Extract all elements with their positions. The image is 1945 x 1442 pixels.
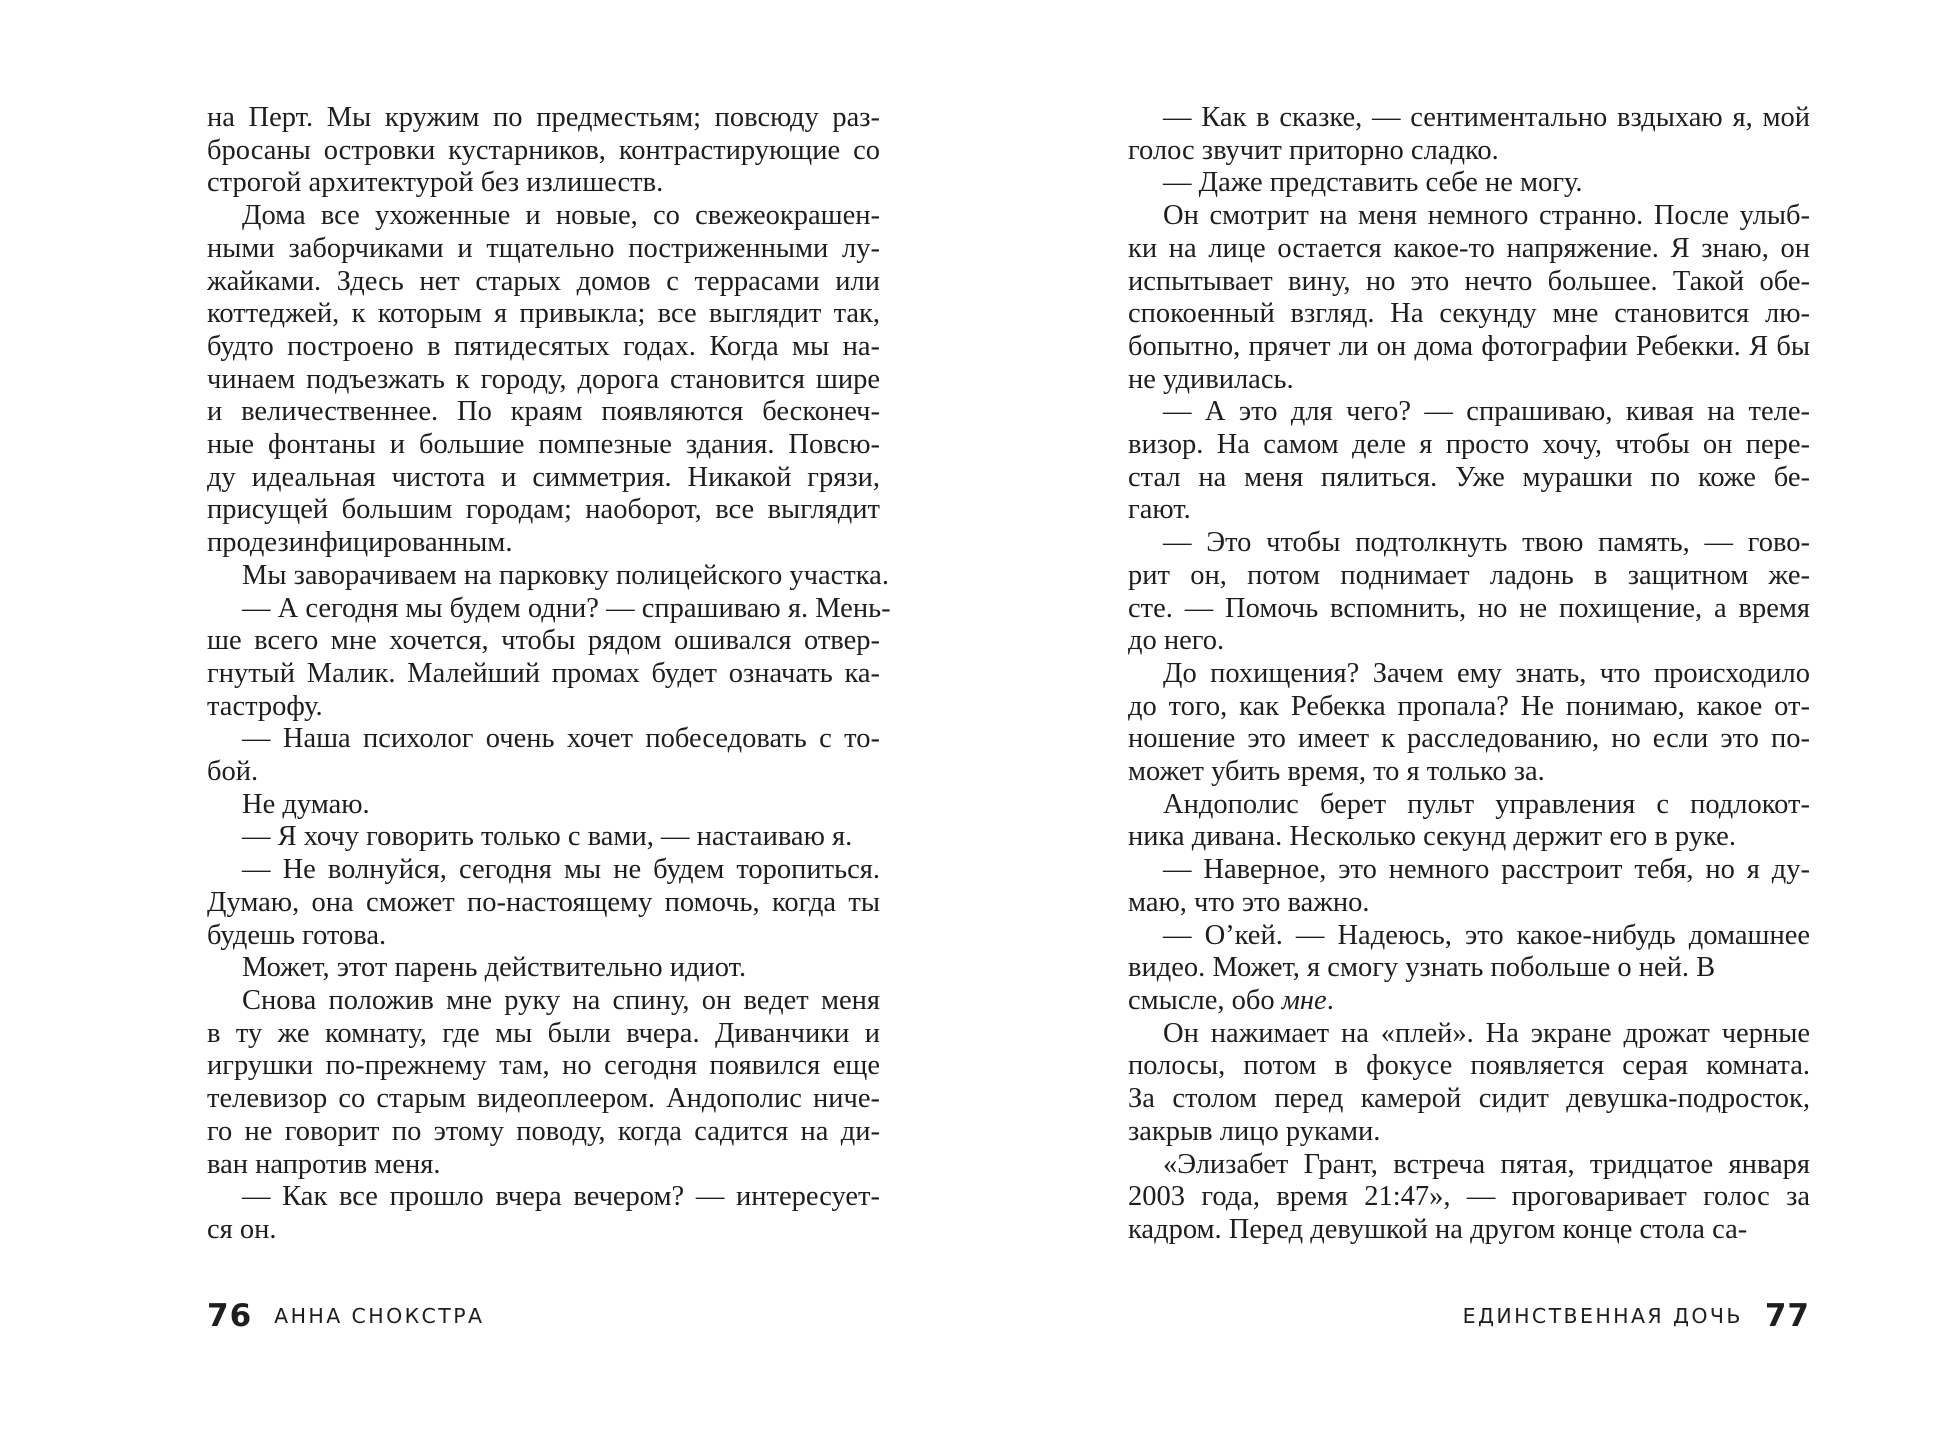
text-line: коттеджей, к которым я привыкла; все выглядит так, [207,298,880,330]
text-line: — Наверное, это немного расстроит тебя, но я ду- [1163,854,1810,886]
text-line: гнутый Малик. Малейший промах будет означать ка- [207,657,880,689]
text-line: бросаны островки кустарников, контрастирующие со [207,134,880,166]
page-number: 77 [1764,1298,1810,1334]
text-line: — Как в сказке, — сентиментально вздыхаю я, мой [1163,102,1810,133]
text-line: стал на меня пялиться. Уже мурашки по коже бе- [1128,461,1810,493]
paragraph [207,854,880,952]
paragraph [1128,789,1810,854]
text-line: — Как все прошло вчера вечером? — интересует- [242,1181,880,1213]
right-page [972,0,1945,1442]
text-line: — А сегодня мы будем одни? — спрашиваю я. Мень- [242,592,891,624]
text-line: телевизор со старым видеоплеером. Андополис ниче- [207,1083,880,1115]
text-line: — Это чтобы подтолкнуть твою память, — гово- [1163,527,1810,559]
text-line: голос звучит приторно сладко. [1128,134,1499,166]
left-page-footer [207,1298,484,1334]
text-line: ду идеальная чистота и симметрия. Никакой грязи, [207,461,880,493]
paragraph [207,102,880,200]
paragraph [1128,854,1810,919]
text-line: Может, этот парень действительно идиот. [242,952,747,984]
text-line: Снова положив мне руку на спину, он ведет меня [242,984,880,1016]
running-head-author: АННА СНОКСТРА [274,1304,485,1328]
text-line: полосы, потом в фокусе появляется серая комната. [1128,1050,1810,1082]
paragraph [1128,920,1810,985]
text-line: — О’кей. — Надеюсь, это какое-нибудь домашнее [1163,919,1810,951]
emphasized-word: мне [1281,984,1327,1016]
text-line: видео. Может, я смогу узнать побольше о ней. В [1128,952,1716,984]
paragraph [1128,1018,1810,1149]
text-line: — Я хочу говорить только с вами, — настаиваю я. [242,821,853,853]
text-line: ван напротив меня. [207,1148,441,1180]
text-line: За столом перед камерой сидит девушка-подросток, [1128,1083,1810,1115]
paragraph [1128,985,1810,1018]
text-line: бопытно, прячет ли он дома фотографии Ребекки. Я бы [1128,330,1810,362]
right-page-footer [1463,1298,1810,1334]
paragraph [207,723,880,788]
paragraph [207,592,891,724]
paragraph [1128,167,1810,200]
paragraph [207,789,880,822]
text-line: маю, что это важно. [1128,886,1370,918]
text-line: Андополис берет пульт управления с подлокот- [1163,788,1810,820]
right-page-body [1128,102,1810,1247]
text-line: не удивилась. [1128,363,1294,395]
text-line: Мы заворачиваем на парковку полицейского участка. [242,559,889,591]
text-line: будто построено в пятидесятых годах. Когда мы на- [207,330,880,362]
paragraph [207,200,880,560]
paragraph [207,1181,880,1246]
text-line: Думаю, она сможет по-настоящему помочь, когда ты [207,886,880,918]
paragraph [1128,200,1810,396]
text-line: тастрофу. [207,690,323,722]
line-tail: . [1326,984,1334,1016]
paragraph [207,952,880,985]
text-line: кадром. Перед девушкой на другом конце стола са- [1128,1213,1748,1245]
text-line: в ту же комнату, где мы были вчера. Диванчики и [207,1017,880,1049]
text-line: ше всего мне хочется, чтобы рядом ошивался отвер- [207,625,880,657]
text-line: визор. На самом деле я просто хочу, чтобы он пере- [1128,429,1810,461]
text-line: испытывает вину, но это нечто большее. Такой обе- [1128,265,1810,297]
paragraph [1128,658,1810,789]
text-line: присущей большим городам; наоборот, все выглядит [207,494,880,526]
left-page-body [207,102,891,1247]
running-head-book-title: ЕДИНСТВЕННАЯ ДОЧЬ [1462,1304,1743,1328]
text-line: может убить время, то я только за. [1128,756,1545,788]
text-line: — Не волнуйся, сегодня мы не будем торопиться. [242,854,880,886]
text-line: Он смотрит на меня немного странно. После улыб- [1163,200,1810,232]
text-line: и величественнее. По краям появляются бесконеч- [207,396,880,428]
text-line: ными заборчиками и тщательно постриженными лу- [207,232,880,264]
text-line: — Даже представить себе не могу. [1163,167,1583,199]
text-line: смысле, обо мне. [1128,984,1334,1016]
text-line: до того, как Ребекка пропала? Не понимаю, какое от- [1128,690,1810,722]
text-line: Не думаю. [242,788,370,820]
text-line: продезинфицированным. [207,527,513,559]
text-line: игрушки по-прежнему там, но сегодня появился еще [207,1050,880,1082]
text-line: ки на лице остается какое-то напряжение. Я знаю, он [1128,232,1810,264]
text-line: чинаем подъезжать к городу, дорога становится шире [207,363,880,395]
text-line: на Перт. Мы кружим по предместьям; повсюду раз- [207,102,880,133]
paragraph [1128,527,1810,658]
paragraph [207,821,880,854]
text-line: Дома все ухоженные и новые, со свежеокрашен- [242,200,880,232]
text-line: жайками. Здесь нет старых домов с террасами или [207,265,880,297]
text-line: бой. [207,756,259,788]
paragraph [1128,396,1810,527]
text-line: «Элизабет Грант, встреча пятая, тридцатое января [1163,1148,1810,1180]
text-line: ные фонтаны и большие помпезные здания. Повсю- [207,429,880,461]
text-line: ника дивана. Несколько секунд держит его в руке. [1128,821,1736,853]
page-number: 76 [207,1298,253,1334]
text-line: рит он, потом поднимает ладонь в защитном же- [1128,559,1810,591]
text-line: Он нажимает на «плей». На экране дрожат черные [1163,1017,1810,1049]
text-line: го не говорит по этому поводу, когда садится на ди- [207,1115,880,1147]
text-line: сте. — Помочь вспомнить, но не похищение, а время [1128,592,1810,624]
text-line: закрыв лицо руками. [1128,1115,1381,1147]
text-line: ношение это имеет к расследованию, но если это по- [1128,723,1810,755]
text-line: до него. [1128,625,1225,657]
text-line: ся он. [207,1213,277,1245]
paragraph [207,985,880,1181]
left-page [0,0,972,1442]
paragraph [1128,102,1810,167]
text-line: — Наша психолог очень хочет побеседовать с то- [242,723,880,755]
text-line: 2003 года, время 21:47», — проговаривает голос за [1128,1181,1810,1213]
paragraph [1128,1149,1810,1247]
text-line: спокоенный взгляд. На секунду мне становится лю- [1128,298,1810,330]
text-line: гают. [1128,494,1191,526]
paragraph [207,559,889,593]
text-line: строгой архитектурой без излишеств. [207,167,664,199]
text-line: — А это для чего? — спрашиваю, кивая на теле- [1163,396,1810,428]
text-line: будешь готова. [207,919,387,951]
text-line: До похищения? Зачем ему знать, что происходило [1163,657,1810,689]
